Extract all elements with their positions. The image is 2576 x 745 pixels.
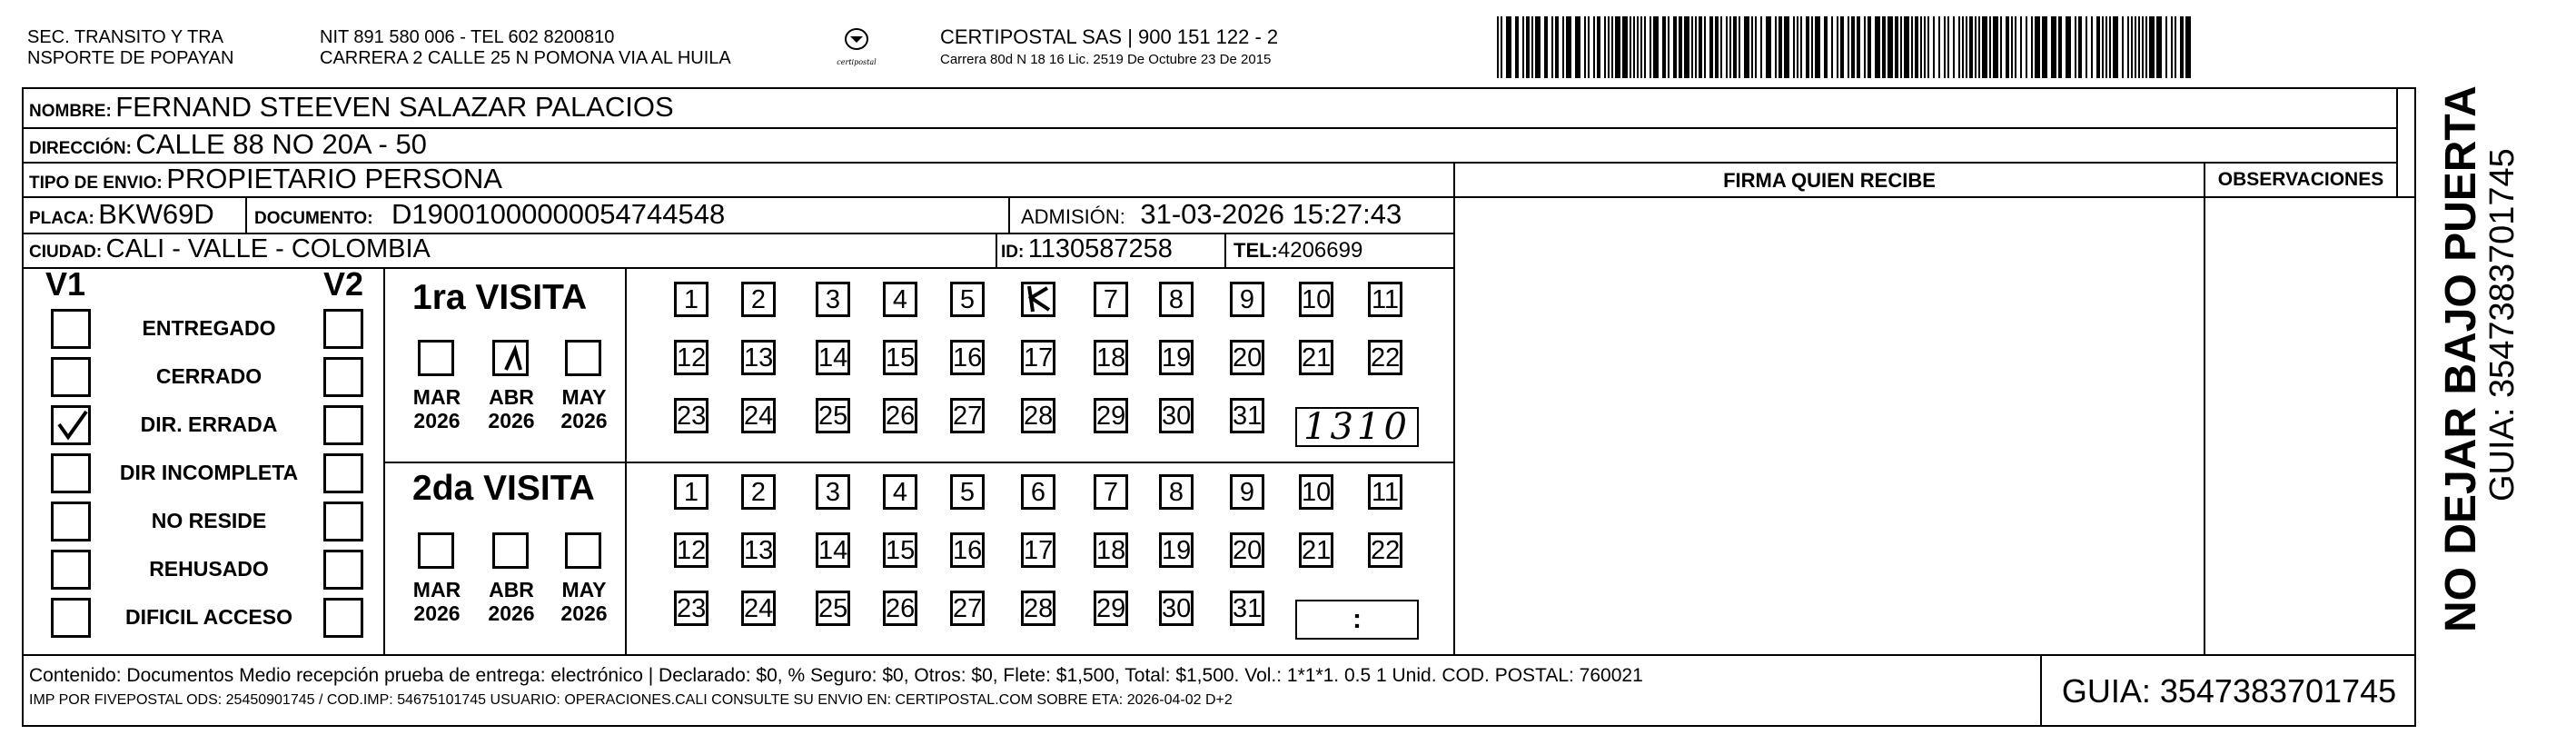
barcode-bar <box>1515 16 1519 78</box>
visit1-day-box[interactable]: 15 <box>883 340 917 375</box>
visit1-time-handwritten: 1310 <box>1303 406 1411 448</box>
barcode-bar <box>1726 16 1728 78</box>
imp-text: IMP POR FIVEPOSTAL ODS: 25450901745 / COD.IMP: 54675101745 USUARIO: OPERACIONES.CALI CONSULTE SU ENVIO EN: CERTIPOSTAL.COM SOBRE ETA: 2026-04-02 D+2 <box>29 692 1233 708</box>
no-dejar-warning: NO DEJAR BAJO PUERTA <box>2437 85 2485 632</box>
barcode-bar <box>1848 16 1849 78</box>
visit2-day-box[interactable]: 1 <box>674 474 708 510</box>
barcode-bar <box>1958 16 1960 78</box>
status-label: ENTREGADO <box>142 316 276 340</box>
barcode-bar <box>2156 16 2162 78</box>
ciudad-label: CIUDAD: <box>29 243 103 262</box>
barcode-bar <box>1531 16 1533 78</box>
barcode-bar <box>1784 16 1789 78</box>
side-guia: GUIA: 3547383701745 <box>2483 148 2522 502</box>
visit2-year-label: 2026 <box>413 601 461 625</box>
barcode-bar <box>2020 16 2022 78</box>
barcode-bar <box>1584 16 1586 78</box>
sender-line-2: NSPORTE DE POPAYAN <box>27 48 234 68</box>
sender-line-1: SEC. TRANSITO Y TRA <box>27 27 223 47</box>
barcode-bar <box>1962 16 1964 78</box>
visit2-day-box[interactable]: 31 <box>1230 591 1264 626</box>
v1-checkbox[interactable] <box>51 357 91 397</box>
barcode-bar <box>1857 16 1860 78</box>
barcode-bar <box>2131 16 2133 78</box>
visit2-day-box[interactable]: 14 <box>816 532 850 568</box>
admision-label: ADMISIÓN: <box>1021 205 1125 228</box>
barcode-bar <box>1927 16 1929 78</box>
visit2-day-box[interactable]: 17 <box>1021 532 1055 568</box>
barcode-bar <box>1597 16 1600 78</box>
footer-guia: GUIA: 3547383701745 <box>2061 672 2397 710</box>
barcode-bar <box>2180 16 2184 78</box>
v2-label: V2 <box>323 265 364 303</box>
barcode-bar <box>2075 16 2076 78</box>
barcode-bar <box>1851 16 1855 78</box>
barcode-bar <box>1555 16 1559 78</box>
visit2-day-box[interactable]: 16 <box>950 532 985 568</box>
barcode-bar <box>2011 16 2013 78</box>
check-mark-icon <box>495 343 528 375</box>
barcode-bar <box>1969 16 1973 78</box>
id-label: ID: <box>1001 243 1025 262</box>
visit2-day-box[interactable]: 21 <box>1299 532 1333 568</box>
v1-checkbox[interactable] <box>51 453 91 493</box>
barcode-bar <box>1915 16 1918 78</box>
barcode-bar <box>2122 16 2124 78</box>
barcode-bar <box>1704 16 1706 78</box>
contenido-text: Contenido: Documentos Medio recepción prueba de entrega: electrónico | Declarado: $0, % Seguro: $0, Otros: $0, Flete: $1,500, Total: $1,500. Vol.: 1*1*1. 0.5 1 Unid. COD. POSTAL: 760021 <box>29 665 1643 686</box>
barcode-bar <box>1551 16 1553 78</box>
barcode-bar <box>1506 16 1511 78</box>
documento-cell <box>254 198 725 231</box>
barcode-bar <box>2102 16 2104 78</box>
barcode-bar <box>1760 16 1762 78</box>
visit1-day-box[interactable]: 27 <box>950 398 985 433</box>
visit1-day-box[interactable]: 18 <box>1094 340 1128 375</box>
barcode-bar <box>1989 16 1991 78</box>
visit2-day-box[interactable]: 6 <box>1021 474 1055 510</box>
visit1-day-box[interactable]: 21 <box>1299 340 1333 375</box>
tipo-label: TIPO DE ENVIO: <box>29 174 163 193</box>
barcode-bar <box>1497 16 1499 78</box>
barcode-bar <box>1729 16 1731 78</box>
barcode-bar <box>2000 16 2002 78</box>
visit1-day-box[interactable]: 26 <box>883 398 917 433</box>
barcode-bar <box>2135 16 2136 78</box>
status-label: REHUSADO <box>149 557 269 581</box>
barcode-bar <box>2026 16 2027 78</box>
courier-license: Carrera 80d N 18 16 Lic. 2519 De Octubre 23 De 2015 <box>940 52 1272 67</box>
barcode-bar <box>1933 16 1935 78</box>
visit1-day-box[interactable]: 13 <box>741 340 776 375</box>
barcode-bar <box>1691 16 1693 78</box>
visit1-year-label: 2026 <box>488 409 535 432</box>
barcode-bar <box>1920 16 1922 78</box>
visit2-month-checkbox[interactable] <box>418 532 454 569</box>
visit1-day-box[interactable]: 17 <box>1021 340 1055 375</box>
visit2-day-box[interactable]: 10 <box>1299 474 1333 510</box>
barcode-bar <box>1695 16 1697 78</box>
visit2-day-box[interactable]: 2 <box>741 474 776 510</box>
barcode-bar <box>2165 16 2167 78</box>
visit1-day-box[interactable]: 28 <box>1021 398 1055 433</box>
barcode-bar <box>1978 16 1980 78</box>
visit1-day-box[interactable]: 29 <box>1094 398 1128 433</box>
placa-label: PLACA: <box>29 209 94 228</box>
visit2-month-checkbox[interactable] <box>492 532 529 569</box>
certipostal-logo <box>822 24 891 71</box>
barcode-bar <box>1875 16 1880 78</box>
barcode-bar <box>2175 16 2176 78</box>
barcode-bar <box>1684 16 1689 78</box>
visit2-day-box[interactable]: 25 <box>816 591 850 626</box>
barcode-bar <box>1715 16 1719 78</box>
barcode-bar <box>1904 16 1909 78</box>
visit1-day-box[interactable]: 24 <box>741 398 776 433</box>
visit1-day-box[interactable]: 25 <box>816 398 850 433</box>
barcode-bar <box>1966 16 1967 78</box>
barcode-bar <box>1575 16 1580 78</box>
barcode-bar <box>1501 16 1502 78</box>
barcode-bar <box>1744 16 1749 78</box>
barcode-bar <box>2109 16 2111 78</box>
admision-value: 31-03-2026 15:27:43 <box>1140 198 1402 230</box>
visit1-day-box[interactable] <box>1021 282 1055 317</box>
barcode-bar <box>1673 16 1677 78</box>
barcode-bar <box>1982 16 1987 78</box>
barcode-bar <box>2142 16 2144 78</box>
visit1-day-box[interactable]: 20 <box>1230 340 1264 375</box>
nombre-label: NOMBRE: <box>29 102 112 121</box>
v2-checkbox[interactable] <box>323 309 363 349</box>
visit2-day-box[interactable]: 26 <box>883 591 917 626</box>
barcode-bar <box>1699 16 1702 78</box>
visit2-day-box[interactable]: 30 <box>1159 591 1194 626</box>
barcode-bar <box>1588 16 1590 78</box>
status-label: DIFICIL ACCESO <box>124 605 292 629</box>
barcode-bar <box>2138 16 2140 78</box>
barcode-bar <box>2171 16 2173 78</box>
admision-cell <box>1021 198 1402 231</box>
barcode-bar <box>2058 16 2062 78</box>
visit1-day-box[interactable]: 5 <box>950 282 985 317</box>
visit2-day-box[interactable]: 27 <box>950 591 985 626</box>
status-label: CERRADO <box>155 364 263 388</box>
visit2-time-box <box>1295 600 1419 640</box>
v1-label: V1 <box>45 265 86 303</box>
barcode-bar <box>1953 16 1955 78</box>
visit1-day-box[interactable]: 9 <box>1230 282 1264 317</box>
barcode-bar <box>1755 16 1757 78</box>
barcode-bar <box>1640 16 1642 78</box>
visit1-day-box[interactable]: 30 <box>1159 398 1194 433</box>
firma-header: FIRMA QUIEN RECIBE <box>1723 169 1936 192</box>
visit2-day-box[interactable]: 5 <box>950 474 985 510</box>
visit2-day-box[interactable]: 29 <box>1094 591 1128 626</box>
barcode-bar <box>1793 16 1795 78</box>
visit2-year-label: 2026 <box>488 601 535 625</box>
placa-cell <box>29 198 214 231</box>
visit2-day-box[interactable]: 3 <box>816 474 850 510</box>
barcode-bar <box>2015 16 2016 78</box>
courier-name: CERTIPOSTAL SAS | 900 151 122 - 2 <box>940 25 1279 48</box>
side-text <box>2420 87 2529 654</box>
visit1-day-box[interactable]: 7 <box>1094 282 1128 317</box>
visit2-day-box[interactable]: 15 <box>883 532 917 568</box>
v2-checkbox[interactable] <box>323 598 363 638</box>
barcode-bar <box>1522 16 1524 78</box>
barcode-bar <box>2149 16 2155 78</box>
barcode-bar <box>1739 16 1740 78</box>
barcode-bar <box>2006 16 2009 78</box>
visit1-day-box[interactable]: 4 <box>883 282 917 317</box>
v1-checkbox[interactable] <box>51 405 91 445</box>
barcode-bar <box>1900 16 1902 78</box>
sender-contact <box>320 27 731 69</box>
visit2-day-box[interactable]: 8 <box>1159 474 1194 510</box>
barcode-bar <box>1630 16 1631 78</box>
barcode-bar <box>1887 16 1893 78</box>
nombre-value: FERNAND STEEVEN SALAZAR PALACIOS <box>115 91 674 123</box>
barcode-bar <box>1566 16 1571 78</box>
handwritten-mark-icon <box>1024 284 1053 313</box>
visit2-day-box[interactable]: 23 <box>674 591 708 626</box>
barcode-bar <box>1644 16 1646 78</box>
barcode-bar <box>1882 16 1886 78</box>
v1-checkbox[interactable] <box>51 502 91 541</box>
barcode-bar <box>2185 16 2191 78</box>
barcode-bar <box>1837 16 1838 78</box>
barcode-bar <box>2051 16 2056 78</box>
visit2-time-field: : <box>1352 604 1362 634</box>
visit2-month-label: MAR <box>412 578 461 601</box>
sender-address: CARRERA 2 CALLE 25 N POMONA VIA AL HUILA <box>320 48 731 68</box>
v1-checkbox[interactable] <box>51 550 91 590</box>
barcode-bar <box>1562 16 1564 78</box>
visit1-day-box[interactable]: 1 <box>674 282 708 317</box>
visit1-time-box <box>1295 407 1419 447</box>
tel-label: TEL: <box>1234 239 1278 262</box>
direccion-row <box>29 128 427 161</box>
visit2-day-box[interactable]: 13 <box>741 532 776 568</box>
visit1-month-checkbox[interactable] <box>565 340 601 376</box>
visit2-day-box[interactable]: 19 <box>1159 532 1194 568</box>
barcode-bar <box>2145 16 2147 78</box>
visit1-day-box[interactable]: 23 <box>674 398 708 433</box>
nombre-row <box>29 91 674 124</box>
visit1-month-checkbox[interactable] <box>418 340 454 376</box>
barcode-bar <box>1895 16 1898 78</box>
visit1-day-box[interactable]: 10 <box>1299 282 1333 317</box>
barcode-bar <box>2078 16 2082 78</box>
barcode-bar <box>1911 16 1913 78</box>
observaciones-header: OBSERVACIONES <box>2217 169 2384 190</box>
barcode-bar <box>1975 16 1977 78</box>
barcode-bar <box>1806 16 1809 78</box>
barcode-bar <box>1778 16 1782 78</box>
documento-label: DOCUMENTO: <box>254 209 373 228</box>
visit2-day-box[interactable]: 22 <box>1368 532 1402 568</box>
barcode-bar <box>1653 16 1659 78</box>
barcode-bar <box>2042 16 2047 78</box>
visit2-year-label: 2026 <box>560 601 608 625</box>
visit1-day-box[interactable]: 31 <box>1230 398 1264 433</box>
visit1-day-box[interactable]: 3 <box>816 282 850 317</box>
visit2-day-box[interactable]: 28 <box>1021 591 1055 626</box>
direccion-value: CALLE 88 NO 20A - 50 <box>135 128 427 160</box>
barcode-bar <box>2096 16 2100 78</box>
ciudad-cell <box>29 234 431 264</box>
visit1-month-label: MAR <box>412 385 461 409</box>
barcode-bar <box>1800 16 1802 78</box>
visit1-day-box[interactable]: 11 <box>1368 282 1402 317</box>
barcode-bar <box>1733 16 1737 78</box>
barcode-bar <box>1924 16 1926 78</box>
v1-checkbox[interactable] <box>51 598 91 638</box>
barcode-bar <box>1544 16 1548 78</box>
barcode-bar <box>1938 16 1940 78</box>
barcode-bar <box>1824 16 1828 78</box>
status-label: NO RESIDE <box>151 509 267 532</box>
barcode-bar <box>1662 16 1666 78</box>
tel-value: 4206699 <box>1277 238 1363 263</box>
v2-checkbox[interactable] <box>323 502 363 541</box>
barcode-bar <box>1637 16 1639 78</box>
visit1-day-box[interactable]: 14 <box>816 340 850 375</box>
barcode-bar <box>1593 16 1595 78</box>
barcode-bar <box>1751 16 1753 78</box>
barcode-bar <box>1797 16 1798 78</box>
sender-nit: NIT 891 580 006 - TEL 602 8200810 <box>320 27 615 47</box>
barcode-bar <box>2066 16 2071 78</box>
courier-info <box>940 25 1278 67</box>
v2-checkbox[interactable] <box>323 357 363 397</box>
barcode-bar <box>1815 16 1820 78</box>
status-label: DIR. ERRADA <box>140 412 278 436</box>
visit2-month-checkbox[interactable] <box>565 532 601 569</box>
barcode-bar <box>1993 16 1998 78</box>
visit1-year-label: 2026 <box>413 409 461 432</box>
sender-name <box>27 27 233 69</box>
barcode-bar <box>2127 16 2129 78</box>
barcode-bar <box>1622 16 1628 78</box>
barcode-bar <box>1604 16 1606 78</box>
barcode-bar <box>2113 16 2118 78</box>
v2-checkbox[interactable] <box>323 453 363 493</box>
barcode-bar <box>1611 16 1613 78</box>
direccion-label: DIRECCIÓN: <box>29 139 132 158</box>
tipo-value: PROPIETARIO PERSONA <box>166 163 502 194</box>
visit2-day-box[interactable]: 9 <box>1230 474 1264 510</box>
barcode-bar <box>1831 16 1833 78</box>
barcode-bar <box>1668 16 1669 78</box>
visit1-day-box[interactable]: 19 <box>1159 340 1194 375</box>
barcode-bar <box>2086 16 2087 78</box>
barcode-bar <box>1944 16 1946 78</box>
visit2-day-box[interactable]: 18 <box>1094 532 1128 568</box>
barcode-bar <box>2031 16 2033 78</box>
barcode-bar <box>1720 16 1722 78</box>
visit1-title: 1ra VISITA <box>412 278 588 317</box>
tel-cell <box>1234 238 1362 263</box>
tipo-row <box>29 163 502 195</box>
visit1-day-box[interactable]: 8 <box>1159 282 1194 317</box>
check-mark-icon <box>54 408 90 444</box>
visit2-day-box[interactable]: 12 <box>674 532 708 568</box>
visit2-day-box[interactable]: 11 <box>1368 474 1402 510</box>
id-cell <box>1001 234 1173 264</box>
visit1-year-label: 2026 <box>560 409 608 432</box>
barcode-bar <box>1535 16 1541 78</box>
barcode-bar <box>1864 16 1866 78</box>
visit2-day-box[interactable]: 20 <box>1230 532 1264 568</box>
visit2-month-label: ABR <box>489 578 534 601</box>
barcode-bar <box>2035 16 2040 78</box>
documento-value: D19001000000054744548 <box>391 198 726 230</box>
barcode-bar <box>1766 16 1771 78</box>
barcode-bar <box>1633 16 1635 78</box>
visit2-day-box[interactable]: 7 <box>1094 474 1128 510</box>
barcode-bar <box>2105 16 2107 78</box>
barcode-bar <box>1615 16 1620 78</box>
visit2-day-box[interactable]: 24 <box>741 591 776 626</box>
id-value: 1130587258 <box>1027 234 1173 263</box>
barcode-bar <box>1775 16 1777 78</box>
visit1-day-box[interactable]: 12 <box>674 340 708 375</box>
v2-checkbox[interactable] <box>323 550 363 590</box>
barcode-bar <box>1868 16 1871 78</box>
visit1-month-label: ABR <box>489 385 534 409</box>
visit2-title: 2da VISITA <box>412 469 595 508</box>
v2-checkbox[interactable] <box>323 405 363 445</box>
visit2-month-label: MAY <box>561 578 607 601</box>
barcode-bar <box>1840 16 1844 78</box>
barcode-bar <box>1709 16 1713 78</box>
barcode-bar <box>1679 16 1682 78</box>
status-label: DIR INCOMPLETA <box>119 461 299 484</box>
visit1-month-checkbox[interactable] <box>492 340 529 376</box>
v1-checkbox[interactable] <box>51 309 91 349</box>
barcode-bar <box>1650 16 1651 78</box>
logo-wordmark: certipostal <box>837 58 877 66</box>
visit1-day-box[interactable]: 2 <box>741 282 776 317</box>
barcode <box>1497 16 2193 78</box>
visit1-day-box[interactable]: 16 <box>950 340 985 375</box>
barcode-bar <box>1526 16 1530 78</box>
visit1-month-label: MAY <box>561 385 607 409</box>
placa-value: BKW69D <box>98 198 214 230</box>
ciudad-value: CALI - VALLE - COLOMBIA <box>105 234 431 263</box>
barcode-bar <box>1947 16 1949 78</box>
barcode-bar <box>1811 16 1813 78</box>
barcode-bar <box>1608 16 1610 78</box>
barcode-bar <box>2091 16 2093 78</box>
visit1-day-box[interactable]: 22 <box>1368 340 1402 375</box>
visit2-day-box[interactable]: 4 <box>883 474 917 510</box>
